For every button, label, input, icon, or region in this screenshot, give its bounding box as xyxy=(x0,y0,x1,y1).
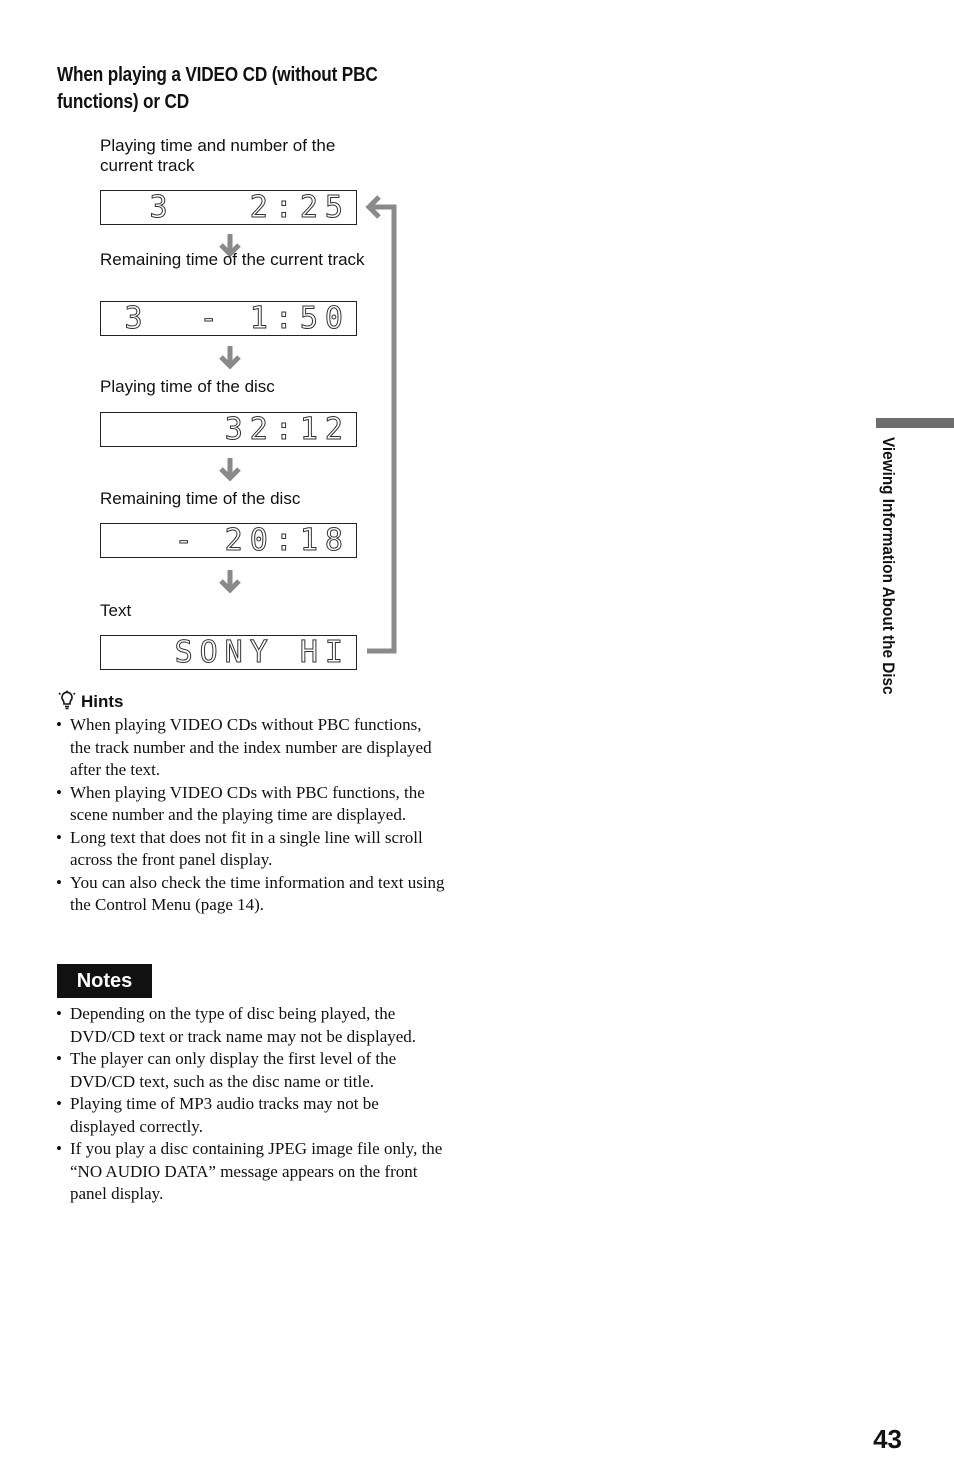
side-tab-bar xyxy=(876,418,954,428)
lcd-text: 3 - 1:50 xyxy=(124,301,350,336)
step-label-disc-remaining: Remaining time of the disc xyxy=(100,489,301,508)
notes-list xyxy=(55,1003,445,1206)
loop-back-arrow-icon xyxy=(360,190,410,660)
list-item: • You can also check the time information and text using the Control Menu (page 14). xyxy=(55,872,445,917)
lightbulb-icon xyxy=(57,690,77,710)
list-item: • When playing VIDEO CDs without PBC functions, the track number and the index number are displayed after the text. xyxy=(55,714,445,782)
step-label-track-time: Playing time and number of the current track xyxy=(100,136,336,175)
hints-heading xyxy=(57,690,124,714)
notes-badge: Notes xyxy=(57,964,152,998)
hints-list xyxy=(55,714,445,917)
down-arrow-icon xyxy=(219,569,241,593)
lcd-text: SONY HI xyxy=(174,635,350,670)
lcd-text: - 20:18 xyxy=(174,523,350,558)
down-arrow-icon xyxy=(219,345,241,369)
step-label-track-remaining: Remaining time of the current track xyxy=(100,250,365,269)
lcd-display-track-remaining xyxy=(100,301,357,336)
list-item: • Depending on the type of disc being played, the DVD/CD text or track name may not be displayed. xyxy=(55,1003,445,1048)
list-item: • Playing time of MP3 audio tracks may not be displayed correctly. xyxy=(55,1093,445,1138)
page-number: 43 xyxy=(873,1424,902,1454)
step-label-text: Text xyxy=(100,601,132,620)
section-heading: When playing a VIDEO CD (without PBC functions) or CD xyxy=(57,64,378,113)
step-label-disc-time: Playing time of the disc xyxy=(100,377,275,396)
list-item: • If you play a disc containing JPEG image file only, the “NO AUDIO DATA” message appears on the front panel display. xyxy=(55,1138,445,1206)
lcd-display-disc-time xyxy=(100,412,357,447)
hints-title: Hints xyxy=(81,692,124,711)
list-item: • Long text that does not fit in a single line will scroll across the front panel display. xyxy=(55,827,445,872)
lcd-display-disc-remaining xyxy=(100,523,357,558)
lcd-display-track-time xyxy=(100,190,357,225)
down-arrow-icon xyxy=(219,457,241,481)
list-item: • The player can only display the first level of the DVD/CD text, such as the disc name or title. xyxy=(55,1048,445,1093)
lcd-display-text xyxy=(100,635,357,670)
lcd-text: 32:12 xyxy=(224,412,350,447)
list-item: • When playing VIDEO CDs with PBC functions, the scene number and the playing time are displayed. xyxy=(55,782,445,827)
lcd-text: 3 2:25 xyxy=(149,190,350,225)
side-tab-label: Viewing Information About the Disc xyxy=(879,437,898,695)
